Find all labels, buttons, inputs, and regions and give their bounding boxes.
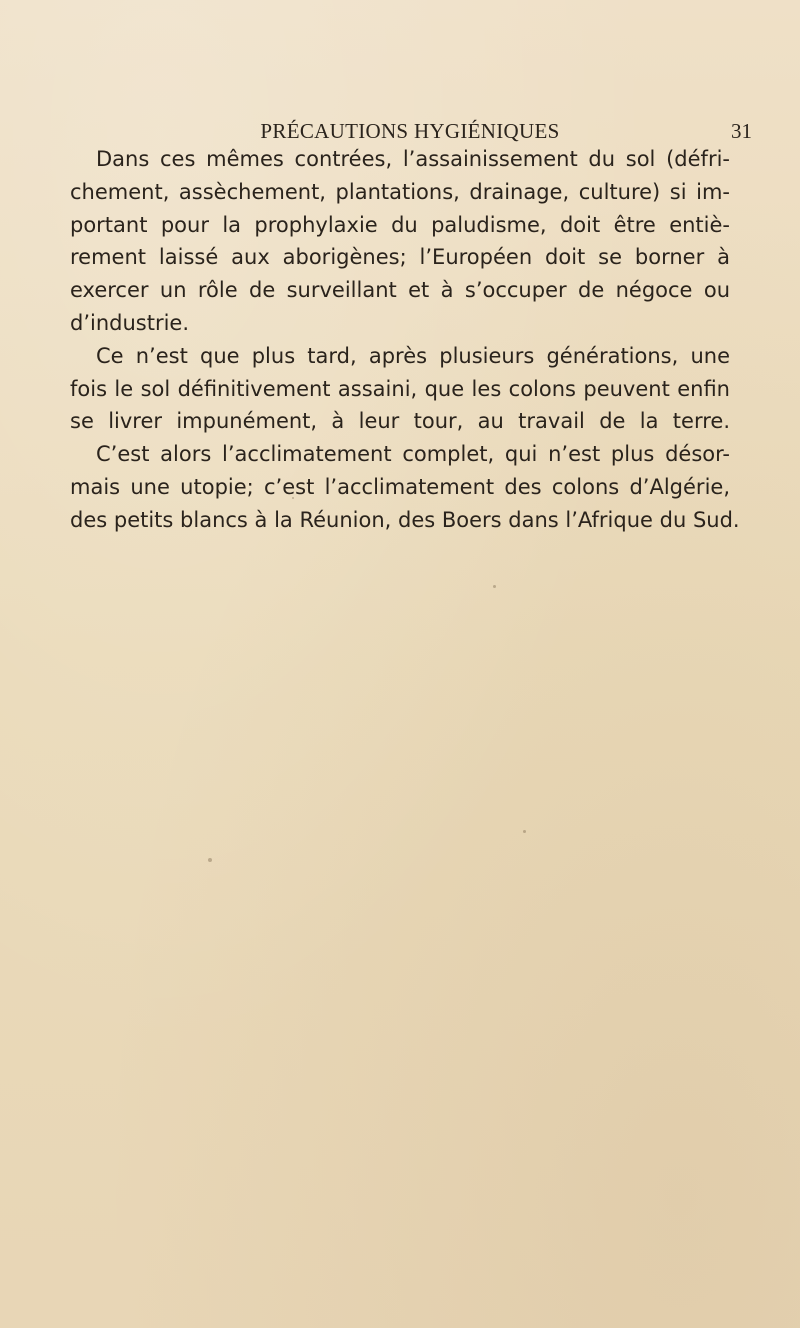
- paper-speck: [292, 497, 294, 499]
- page-number: 31: [731, 119, 752, 143]
- text-line: se livrer impunément, à leur tour, au travail de la terre.: [70, 409, 730, 434]
- paper-speck: [493, 585, 496, 588]
- paragraph-2: [70, 340, 730, 438]
- text-line: portant pour la prophylaxie du paludisme, doit être entiè-: [70, 212, 730, 237]
- text-line: Ce n’est que plus tard, après plusieurs générations, une: [96, 343, 730, 368]
- paragraph-1: [70, 143, 730, 340]
- text-line: mais une utopie; c’est l’acclimatement des colons d’Algérie,: [70, 474, 730, 499]
- text-line: rement laissé aux aborigènes; l’Européen doit se borner à: [70, 245, 730, 270]
- text-line: des petits blancs à la Réunion, des Boers dans l’Afrique du Sud.: [70, 507, 740, 532]
- paper-speck: [523, 830, 526, 833]
- paper-speck: [208, 858, 212, 862]
- text-line: chement, assèchement, plantations, drainage, culture) si im-: [70, 179, 730, 204]
- body-text: [70, 143, 740, 537]
- text-line: Dans ces mêmes contrées, l’assainissement du sol (défri-: [96, 147, 730, 171]
- running-header: PRÉCAUTIONS HYGIÉNIQUES: [260, 119, 560, 143]
- text-line: exercer un rôle de surveillant et à s’occuper de négoce ou: [70, 278, 730, 303]
- text-line: d’industrie.: [70, 310, 190, 335]
- paragraph-3: [70, 438, 740, 536]
- text-line: fois le sol définitivement assaini, que les colons peuvent enfin: [70, 376, 730, 401]
- text-line: C’est alors l’acclimatement complet, qui n’est plus désor-: [96, 442, 730, 467]
